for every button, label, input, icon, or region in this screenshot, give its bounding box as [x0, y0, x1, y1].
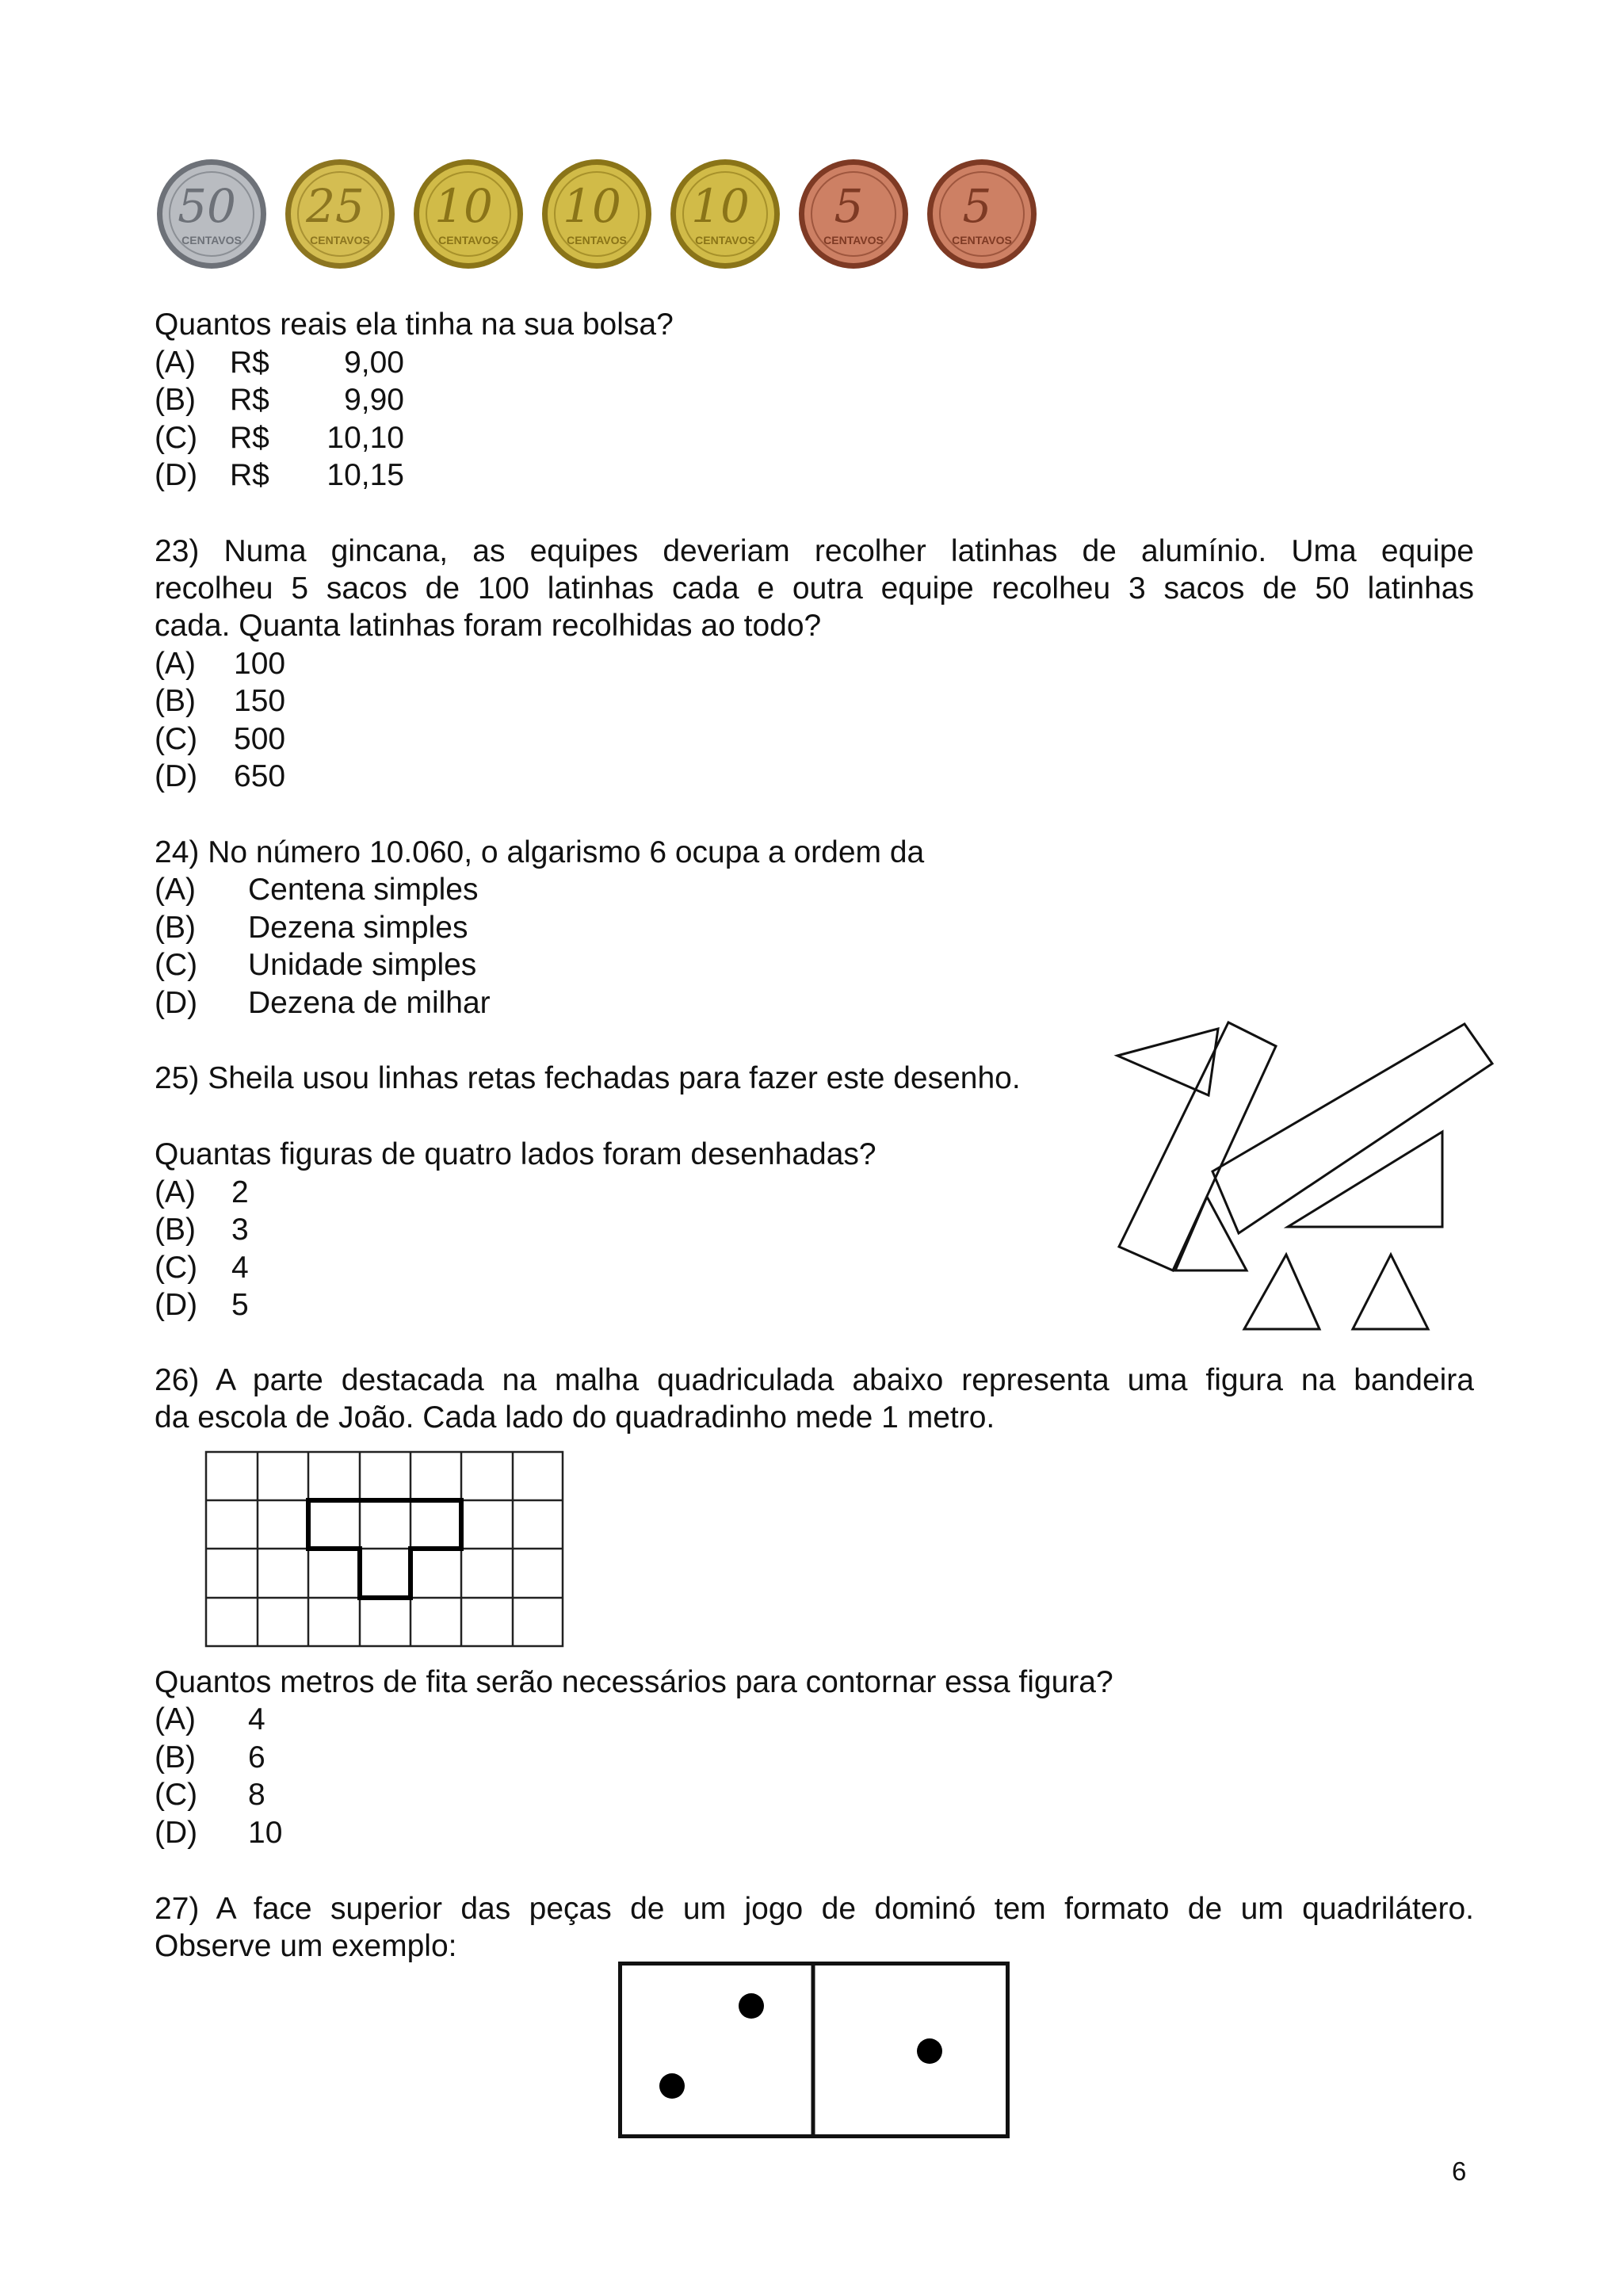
q23-line: cada. Quanta latinhas foram recolhidas ao todo?: [155, 609, 822, 643]
option-value: Unidade simples: [248, 948, 477, 982]
triangle-shape: [1175, 1197, 1247, 1270]
triangle-shape: [1244, 1255, 1319, 1329]
option-value: 100: [234, 647, 286, 681]
coin: [157, 159, 266, 269]
domino-piece: [618, 1962, 1011, 2141]
q24-option-a[interactable]: [155, 871, 479, 908]
option-value: 5: [231, 1288, 249, 1322]
option-value: 9,90: [344, 383, 404, 417]
q25-question: Quantas figuras de quatro lados foram desenhadas?: [155, 1137, 876, 1171]
q27-line: 27) A face superior das peças de um jogo de dominó tem formato de um quadrilátero.: [155, 1892, 1474, 1926]
q27-statement: [155, 1890, 1474, 1965]
coin: [799, 159, 908, 269]
coin-caption: CENTAVOS: [310, 234, 370, 246]
q26-option-b[interactable]: [155, 1739, 265, 1776]
coin-value: 5: [962, 179, 992, 233]
coin-value: 5: [834, 179, 864, 233]
option-value: 9,00: [344, 346, 404, 380]
q22-option-a[interactable]: [155, 344, 404, 381]
option-label: (A): [155, 1175, 196, 1209]
option-value: 2: [231, 1175, 249, 1209]
coin: [414, 159, 523, 269]
option-label: (C): [155, 1778, 198, 1812]
q27-line: Observe um exemplo:: [155, 1929, 457, 1963]
q24-option-b[interactable]: [155, 909, 468, 946]
coin-value: 10: [563, 179, 621, 233]
page-number: 6: [1452, 2157, 1467, 2186]
closed-lines-drawing: [1109, 1014, 1482, 1339]
triangle-shape: [1117, 1029, 1218, 1095]
option-value: Dezena de milhar: [248, 986, 491, 1020]
right-triangle-shape: [1288, 1132, 1442, 1227]
q22-option-c[interactable]: [155, 419, 404, 457]
q26-line: da escola de João. Cada lado do quadradinho mede 1 metro.: [155, 1400, 995, 1435]
long-rectangle-shape: [1119, 1022, 1276, 1270]
option-label: (A): [155, 873, 196, 907]
option-value: Dezena simples: [248, 911, 468, 945]
coin-caption: CENTAVOS: [567, 234, 627, 246]
option-label: (C): [155, 948, 198, 982]
coin-caption: CENTAVOS: [695, 234, 755, 246]
option-label: (D): [155, 986, 198, 1020]
option-label: (C): [155, 1251, 198, 1285]
option-label: (B): [155, 911, 196, 945]
q26-line: 26) A parte destacada na malha quadriculada abaixo representa uma figura na bandeira: [155, 1363, 1474, 1397]
q25-option-c[interactable]: [155, 1249, 249, 1286]
q23-option-c[interactable]: [155, 720, 286, 758]
option-value: Centena simples: [248, 873, 479, 907]
square-grid: [204, 1450, 566, 1648]
coin-value: 10: [434, 179, 493, 233]
coin: [542, 159, 651, 269]
q22-question: Quantos reais ela tinha na sua bolsa?: [155, 308, 674, 342]
coin-value: 50: [178, 179, 236, 233]
q26-question: Quantos metros de fita serão necessários para contornar essa figura?: [155, 1665, 1113, 1699]
coin: [927, 159, 1037, 269]
q22-option-d[interactable]: [155, 457, 404, 494]
coin-caption: CENTAVOS: [952, 234, 1012, 246]
option-value: 3: [231, 1213, 249, 1247]
q26-option-d[interactable]: [155, 1814, 283, 1851]
coin-value: 10: [691, 179, 750, 233]
option-label: (D): [155, 1288, 198, 1322]
coin-value: 25: [306, 179, 365, 233]
option-label: (C): [155, 421, 198, 455]
q23-statement: [155, 533, 1474, 644]
coins-illustration: [155, 155, 1050, 273]
option-value: 4: [248, 1702, 265, 1736]
option-label: (C): [155, 722, 198, 756]
q23-line: 23) Numa gincana, as equipes deveriam recolher latinhas de alumínio. Uma equipe: [155, 534, 1474, 568]
q24-option-c[interactable]: [155, 946, 477, 984]
option-currency: R$: [230, 421, 269, 455]
q25-option-a[interactable]: [155, 1174, 249, 1211]
option-value: 10,10: [327, 421, 404, 455]
option-label: (D): [155, 1816, 198, 1850]
q22-option-b[interactable]: [155, 381, 404, 418]
q23-option-b[interactable]: [155, 682, 286, 720]
option-label: (A): [155, 346, 196, 380]
option-value: 6: [248, 1740, 265, 1775]
q24-option-d[interactable]: [155, 984, 491, 1022]
coin: [285, 159, 395, 269]
domino-pip: [917, 2038, 942, 2064]
option-label: (B): [155, 383, 196, 417]
q24-question: 24) No número 10.060, o algarismo 6 ocupa a ordem da: [155, 835, 925, 869]
q26-option-c[interactable]: [155, 1776, 265, 1813]
q26-option-a[interactable]: [155, 1701, 265, 1738]
q23-option-d[interactable]: [155, 758, 286, 795]
q25-option-b[interactable]: [155, 1211, 249, 1248]
coin-caption: CENTAVOS: [823, 234, 884, 246]
option-label: (D): [155, 458, 198, 492]
q26-statement: [155, 1362, 1474, 1436]
option-label: (B): [155, 1740, 196, 1775]
option-label: (A): [155, 1702, 196, 1736]
domino-pip: [739, 1993, 764, 2019]
option-value: 10,15: [327, 458, 404, 492]
q25-option-d[interactable]: [155, 1286, 249, 1324]
option-value: 10: [248, 1816, 283, 1850]
option-label: (B): [155, 684, 196, 718]
option-value: 150: [234, 684, 286, 718]
coin: [670, 159, 780, 269]
wide-rectangle-shape: [1212, 1024, 1492, 1233]
option-value: 8: [248, 1778, 265, 1812]
option-label: (B): [155, 1213, 196, 1247]
option-currency: R$: [230, 458, 269, 492]
domino-pip: [659, 2073, 685, 2099]
option-currency: R$: [230, 383, 269, 417]
option-label: (A): [155, 647, 196, 681]
option-currency: R$: [230, 346, 269, 380]
triangle-shape: [1353, 1255, 1428, 1329]
option-label: (D): [155, 759, 198, 793]
option-value: 650: [234, 759, 286, 793]
coin-caption: CENTAVOS: [181, 234, 242, 246]
q25-statement: 25) Sheila usou linhas retas fechadas para fazer este desenho.: [155, 1061, 1021, 1095]
option-value: 500: [234, 722, 286, 756]
coin-caption: CENTAVOS: [438, 234, 498, 246]
q23-option-a[interactable]: [155, 645, 286, 682]
option-value: 4: [231, 1251, 249, 1285]
q23-line: recolheu 5 sacos de 100 latinhas cada e outra equipe recolheu 3 sacos de 50 latinhas: [155, 571, 1474, 606]
